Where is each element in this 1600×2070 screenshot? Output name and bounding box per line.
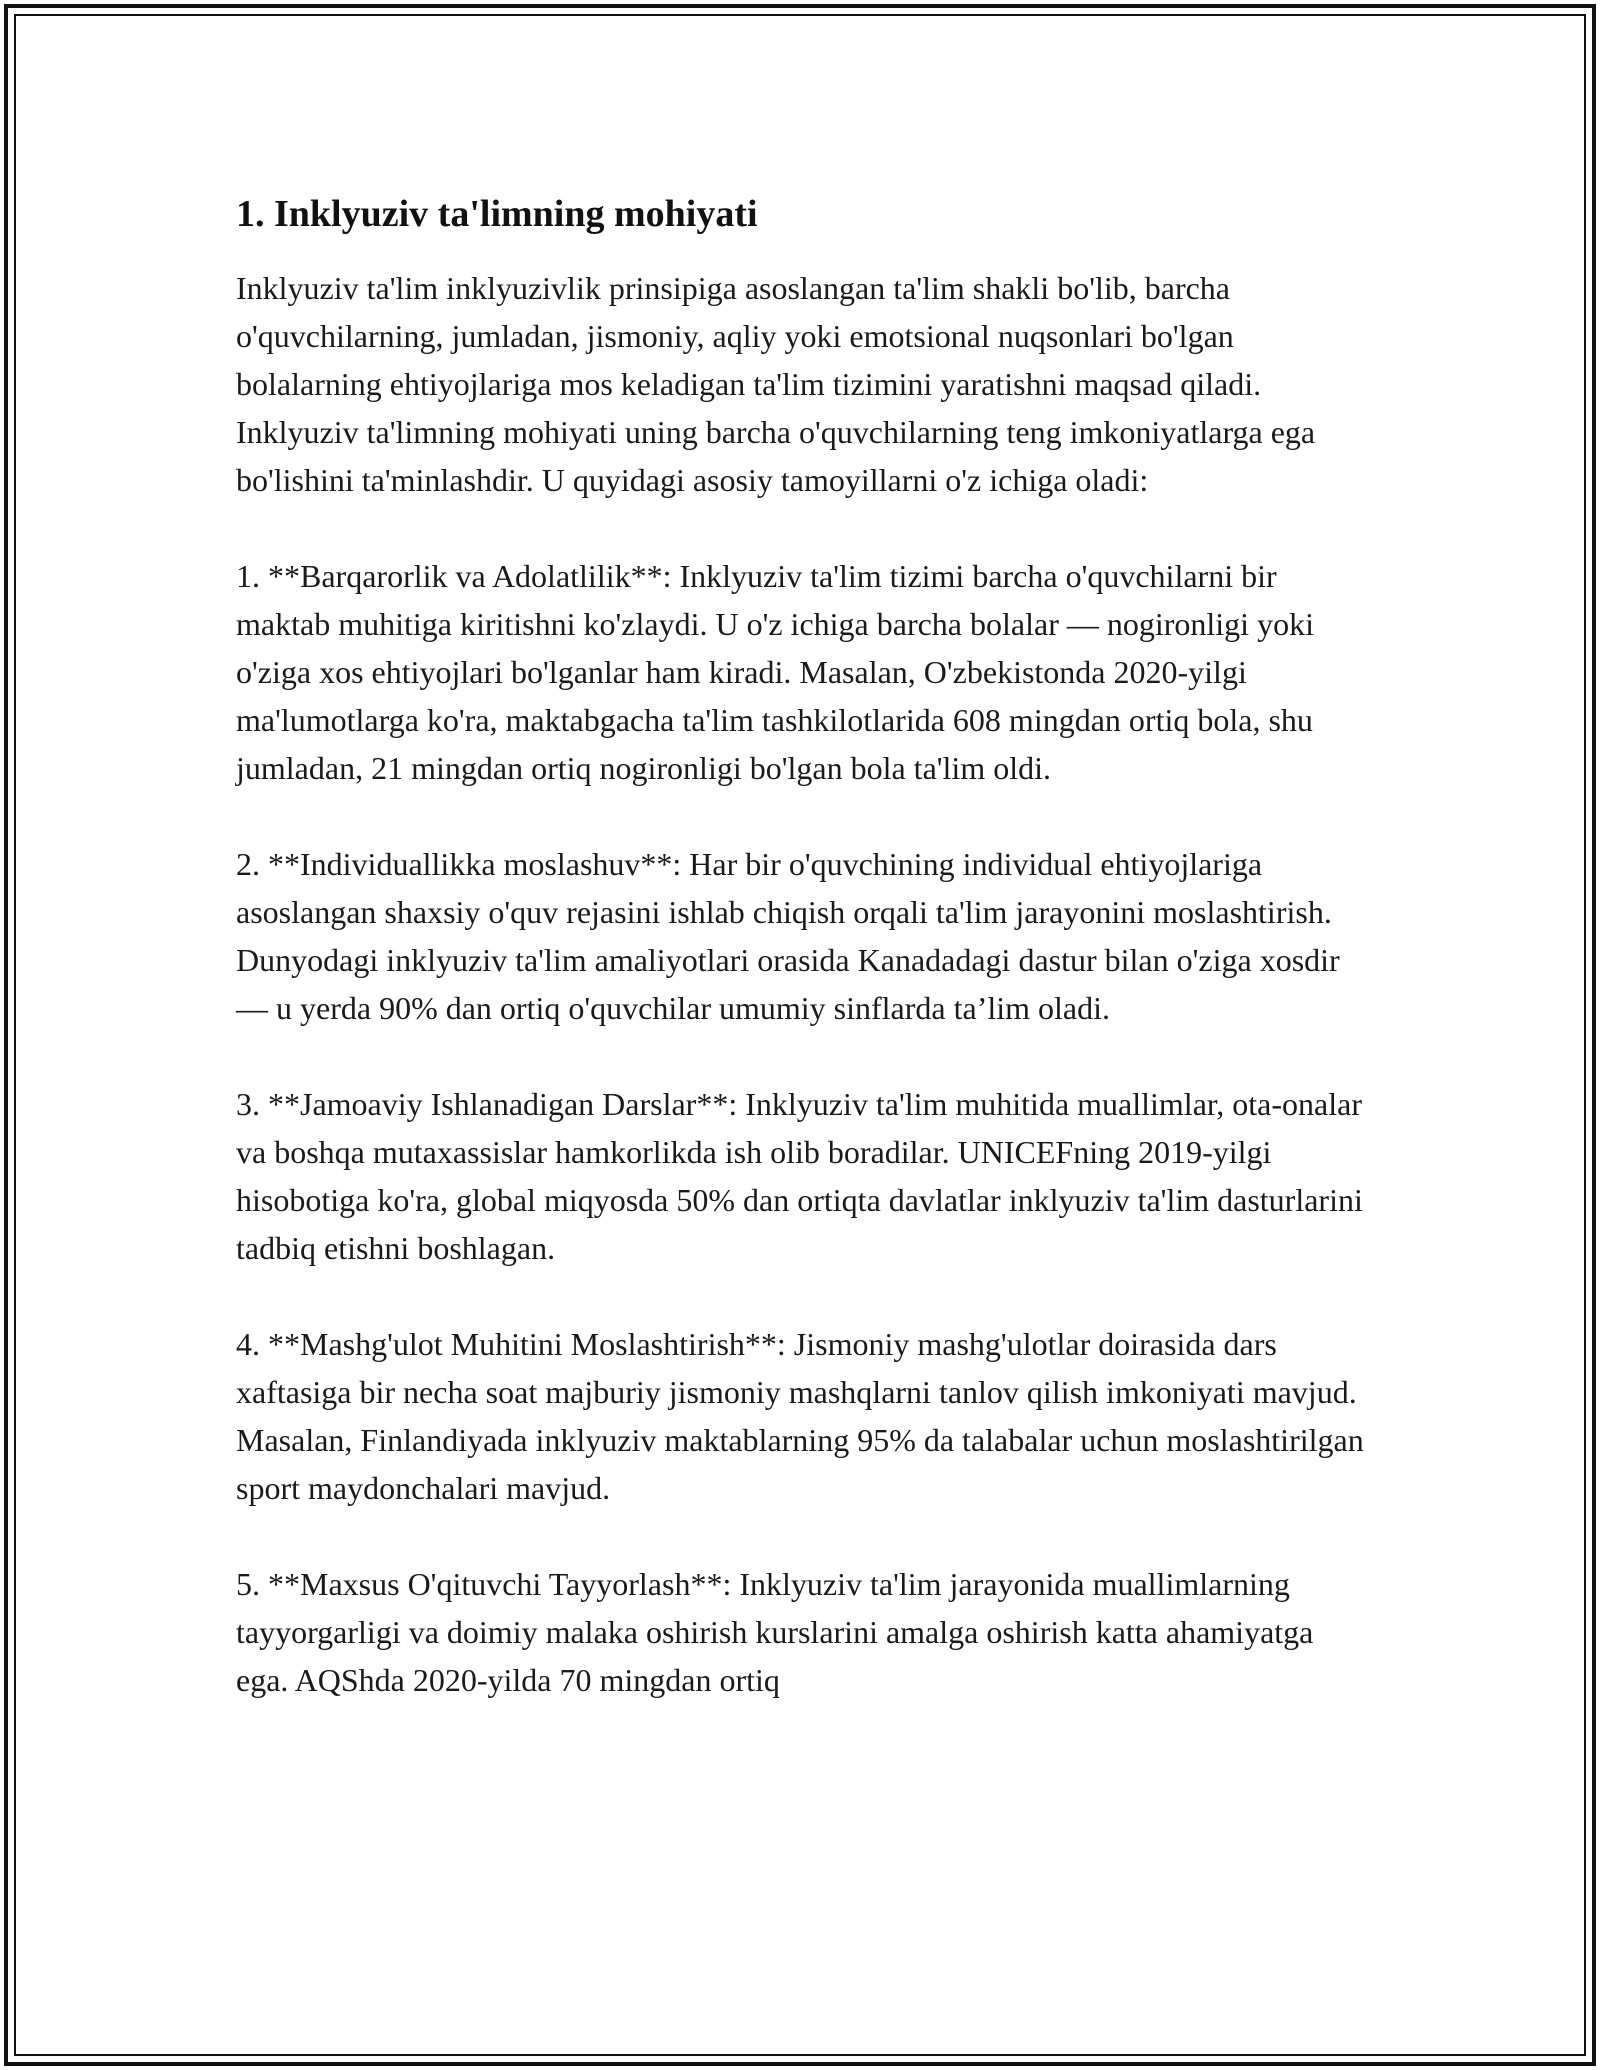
principle-4-paragraph: 4. **Mashg'ulot Muhitini Moslashtirish**: Jismoniy mashg'ulotlar doirasida dars xaftasiga bir necha soat majburiy jismoniy mashqlarni tanlov qilish imkoniyati mavjud. Masalan, Finlandiyada inklyuziv maktablarning 95% da talabalar uchun moslashtirilgan sport maydonchalari mavjud. — [236, 1326, 1364, 1506]
section-heading: 1. Inklyuziv ta'limning mohiyati — [236, 193, 758, 235]
document-body — [236, 186, 1366, 1752]
principle-2-paragraph: 2. **Individuallikka moslashuv**: Har bir o'quvchining individual ehtiyojlariga asoslangan shaxsiy o'quv rejasini ishlab chiqish orqali ta'lim jarayonini moslashtirish. Dunyodagi inklyuziv ta'lim amaliyotlari orasida Kanadadagi dastur bilan o'ziga xosdir — u yerda 90% dan ortiq o'quvchilar umumiy sinflarda ta’lim oladi. — [236, 846, 1340, 1026]
intro-paragraph: Inklyuziv ta'lim inklyuzivlik prinsipiga asoslangan ta'lim shakli bo'lib, barcha o'quvchilarning, jumladan, jismoniy, aqliy yoki emotsional nuqsonlari bo'lgan bolalarning ehtiyojlariga mos keladigan ta'lim tizimini yaratishni maqsad qiladi. Inklyuziv ta'limning mohiyati uning barcha o'quvchilarning teng imkoniyatlarga ega bo'lishini ta'minlashdir. U quyidagi asosiy tamoyillarni o'z ichiga oladi: — [236, 270, 1316, 498]
principle-1-paragraph: 1. **Barqarorlik va Adolatlilik**: Inklyuziv ta'lim tizimi barcha o'quvchilarni bir maktab muhitiga kiritishni ko'zlaydi. U o'z ichiga barcha bolalar — nogironligi yoki o'ziga xos ehtiyojlari bo'lganlar ham kiradi. Masalan, O'zbekistonda 2020-yilgi ma'lumotlarga ko'ra, maktabgacha ta'lim tashkilotlarida 608 mingdan ortiq bola, shu jumladan, 21 mingdan ortiq nogironligi bo'lgan bola ta'lim oldi. — [236, 558, 1314, 786]
principle-5-paragraph: 5. **Maxsus O'qituvchi Tayyorlash**: Inklyuziv ta'lim jarayonida muallimlarning tayyorgarligi va doimiy malaka oshirish kurslarini amalga oshirish katta ahamiyatga ega. AQShda 2020-yilda 70 mingdan ortiq — [236, 1566, 1314, 1698]
principle-3-paragraph: 3. **Jamoaviy Ishlanadigan Darslar**: Inklyuziv ta'lim muhitida muallimlar, ota-onalar va boshqa mutaxassislar hamkorlikda ish olib boradilar. UNICEFning 2019-yilgi hisobotiga ko'ra, global miqyosda 50% dan ortiqta davlatlar inklyuziv ta'lim dasturlarini tadbiq etishni boshlagan. — [236, 1086, 1363, 1266]
